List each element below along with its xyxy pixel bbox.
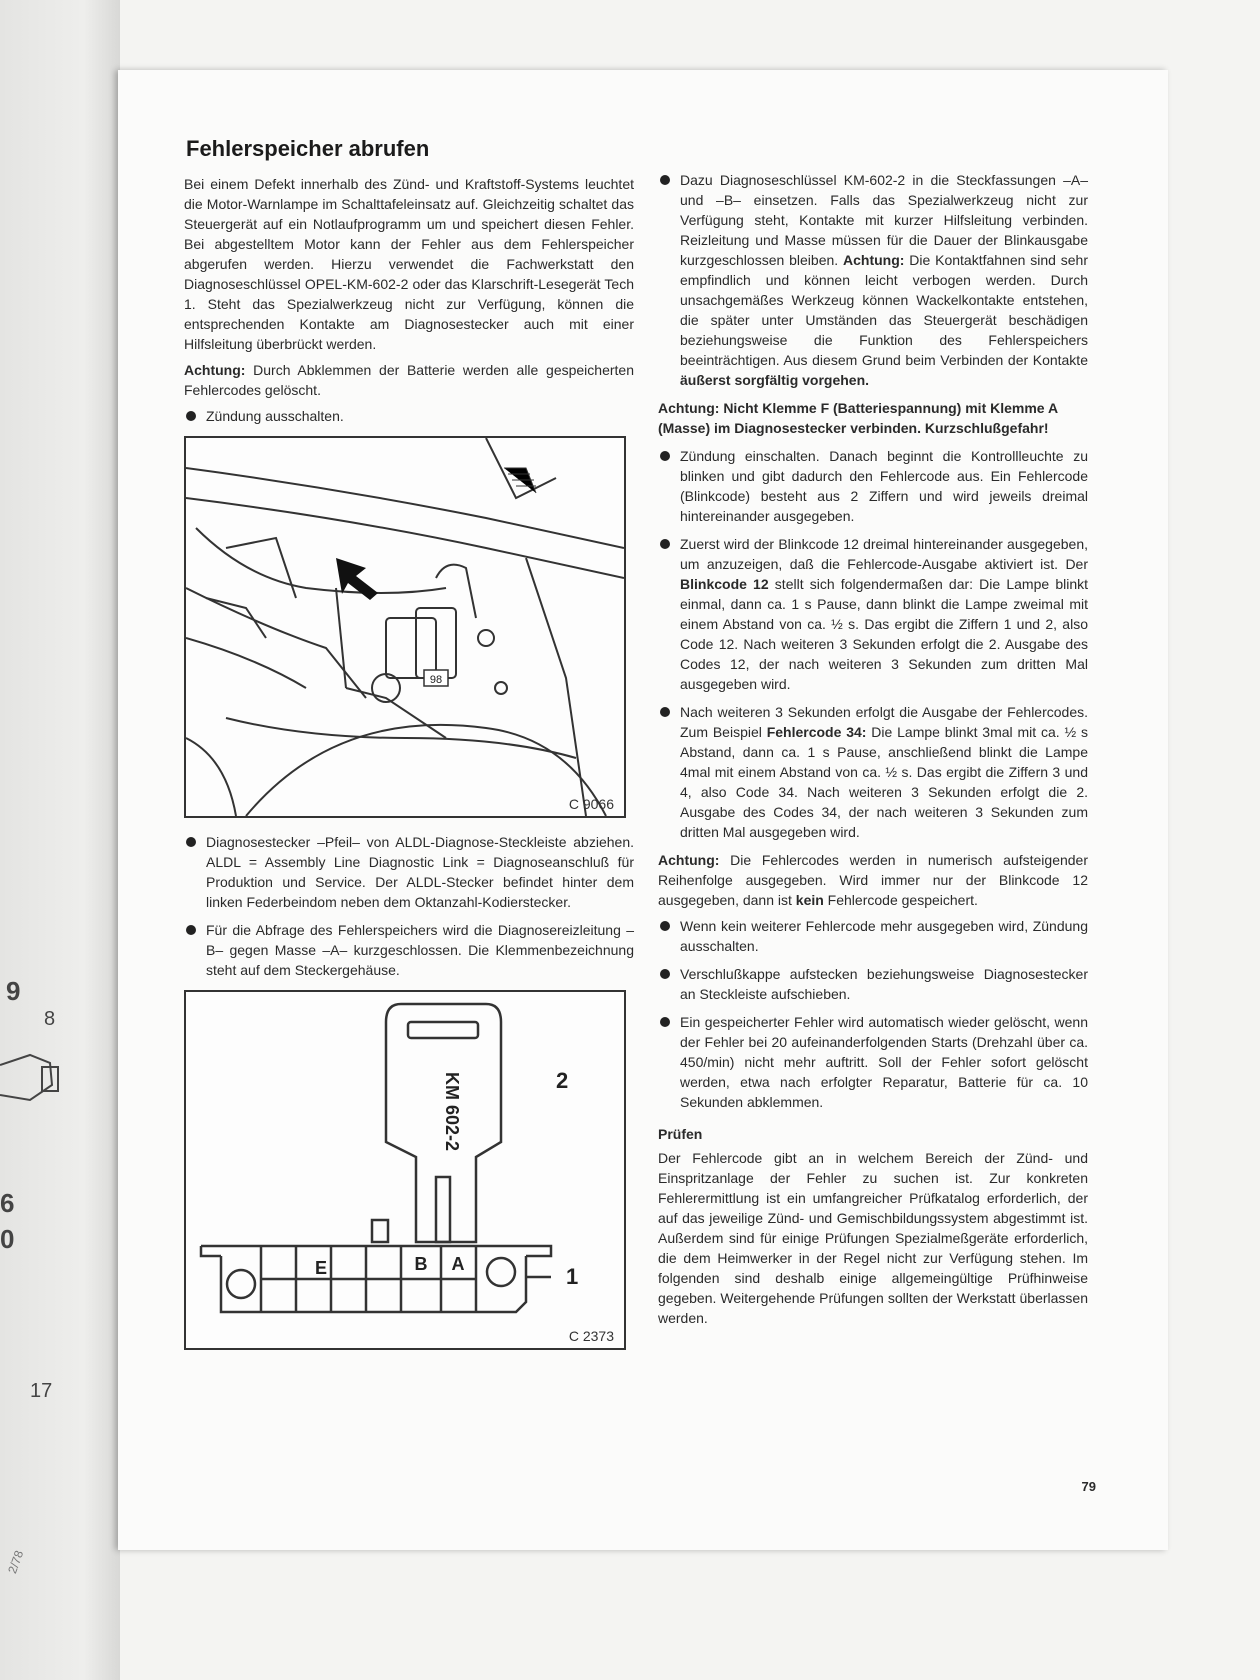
bullet-fehler-geloescht [658,1012,1088,1112]
right-column [658,170,1088,1334]
note-text: Fehlercode gespeichert. [823,892,978,908]
prev-page-part-drawing [0,1045,70,1125]
pin-a-label: A [451,1254,465,1274]
intro-paragraph: Bei einem Defekt innerhalb des Zünd- und Kraftstoff-Systems leuchtet die Motor-Warnlampe im Schalttafeleinsatz auf. Gleichzeitig schaltet das Steuergerät auf ein Notlaufprogramm um und speichert diesen Fehler. Bei abgestelltem Motor kann der Fehler aus dem Fehlerspeicher abgerufen werden. Hierzu verwendet die Fachwerkstatt den Diagnoseschlüssel OPEL-KM-602-2 oder das Klarschrift-Lesegerät Tech 1. Steht das Spezialwerkzeug nicht zur Verfügung, können die entsprechenden Kontakte am Diagnosestecker auch mit einer Hilfsleitung überbrückt werden. [184,176,634,352]
warning-kurzschluss: Achtung: Nicht Klemme F (Batteriespannung) mit Klemme A (Masse) im Diagnosestecker verbinden. Kurzschlußgefahr! [658,400,1058,436]
achtung-label: Achtung: [843,252,905,268]
section-heading-pruefen: Prüfen [658,1126,703,1142]
bullet-text: Die Kontaktfahnen sind sehr empfindlich und können leicht verbogen werden. Durch unsachgemäßes Werkzeug können Wackelkontakte entstehen, die später unter Umständen das Steuergerät beschädigen beziehungsweise die Funktion des Fehlerspeichers beeinträchtigen. Aus diesem Grund beim Verbinden der Kontakte [680,252,1088,368]
bullet-text: Zündung einschalten. Danach beginnt die Kontrollleuchte zu blinken und gibt dadurch den Fehlercode aus. Ein Fehlercode (Blinkcode) besteht aus 2 Ziffern und wird jeweils dreimal hintereinander ausgegeben. [680,448,1088,524]
book-page [118,70,1168,1550]
page-heading: Fehlerspeicher abrufen [186,136,430,161]
bullet-text: Die Lampe blinkt 3mal mit ca. ½ s Abstand, dann ca. 1 s Pause, anschließend blinkt die Lampe 4mal mit einem Abstand von ca. ½ s. Das ergibt die Ziffern 3 und 4, also Code 34. Nach weiteren 3 Sekunden erfolgt die 2. Ausgabe des Codes 34, der nach weiteren 3 Sekunden zum dritten Mal ausgegeben wird. [680,724,1088,840]
key-text: KM 602-2 [442,1072,462,1152]
pin-e-label: E [314,1258,328,1278]
bullet-dot [186,411,196,421]
bullet-text: Ein gespeicherter Fehler wird automatisch wieder gelöscht, wenn der Fehler bei 20 aufeinanderfolgenden Starts (Drehzahl über ca. 450/min) nicht mehr auftritt. Soll der Fehler sofort gelöscht werden, etwa nach erfolgter Reparatur, Batterie für ca. 10 Sekunden abklemmen. [680,1014,1088,1110]
prev-page-number: 9 [6,976,21,1006]
figure-diagnostic-key [184,990,626,1350]
bullet-dot [186,837,196,847]
prev-page-number: 8 [44,1008,56,1030]
diagnostic-key-illustration [186,992,624,1348]
figure2-label-1: 1 [566,1264,579,1289]
bullet-text: Nach weiteren 3 Sekunden erfolgt die Ausgabe der Fehlercodes. Zum Beispiel [680,704,1088,740]
achtung-battery-note [184,360,634,400]
achtung-label: Achtung: [184,362,246,378]
bold-phrase: kein [795,892,824,908]
bullet-dot [660,969,670,979]
bullet-zuendung-ein [658,446,1088,526]
bold-phrase: äußerst sorgfältig vorgehen. [680,372,870,388]
bullet-text: Für die Abfrage des Fehlerspeichers wird die Diagnosereizleitung –B– gegen Masse –A– kurzgeschlossen. Die Klemmenbezeichnung steht auf dem Steckergehäuse. [206,922,634,978]
page-number: 79 [1081,1479,1096,1494]
bullet-zuendung-aus [184,406,634,426]
note-text: Die Fehlercodes werden in numerisch aufsteigender Reihenfolge ausgegeben. Wird immer nur der Blinkcode 12 ausgegeben, dann ist [658,852,1088,908]
engine-bay-illustration [186,438,624,816]
bullet-text: stellt sich folgendermaßen dar: Die Lampe blinkt einmal, dann ca. 1 s Pause, dann blinkt die Lampe zweimal mit einem Abstand von ca. ½ s. Das ergibt die Ziffern 1 und 2, also Code 12. Nach weiteren 3 Sekunden erfolgt die 2. Ausgabe des Codes 12, der nach weiteren 3 Sekunden zum dritten Mal ausgegeben wird. [680,576,1088,692]
figure2-caption: C 2373 [568,1328,614,1344]
bullet-text: Diagnosestecker –Pfeil– von ALDL-Diagnose-Steckleiste abziehen. ALDL = Assembly Line Diagnostic Link = Diagnoseanschluß für Produktion und Service. Der ALDL-Stecker befindet hinter dem linken Federbeindom neben dem Oktanzahl-Kodierstecker. [206,834,634,910]
bullet-dot [186,925,196,935]
bullet-dot [660,451,670,461]
prev-page-number: 6 [0,1188,15,1218]
bullet-text: Dazu Diagnoseschlüssel KM-602-2 in die Steckfassungen –A– und –B– einsetzen. Falls das Spezialwerkzeug nicht zur Verfügung steht, Kontakte mit kurzer Hilfsleitung verbinden. Reizleitung und Masse müssen für die Dauer der Blinkausgabe kurzgeschlossen bleiben. [680,172,1088,268]
pruefen-paragraph: Der Fehlercode gibt an in welchem Bereich der Zünd- und Einspritzanlage der Fehler zu suchen ist. Zur konkreten Fehlerermittlung ist ein umfangreicher Prüfkatalog erforderlich, der auf das jeweilige Zünd- und Gemischbildungssystem abgestimmt ist. Außerdem sind für einige Prüfungen Spezialmeßgeräte erforderlich, die dem Heimwerker in der Regel nicht zur Verfügung stehen. Im folgenden sind deshalb einige allgemeingültige Prüfhinweise gegeben. Weitergehende Prüfungen sollten der Werkstatt überlassen werden. [658,1150,1088,1326]
bold-phrase: Fehlercode 34: [766,724,867,740]
bullet-dot [660,539,670,549]
bold-phrase: Blinkcode 12 [680,576,769,592]
pin-b-label: B [414,1254,428,1274]
bullet-verschlusskappe [658,964,1088,1004]
figure1-marker: 98 [429,674,443,686]
bullet-text: Zündung ausschalten. [206,408,344,424]
bullet-text: Verschlußkappe aufstecken beziehungsweise Diagnosestecker an Steckleiste aufschieben. [680,966,1088,1002]
bullet-abfrage [184,920,634,980]
bullet-blinkcode-12 [658,534,1088,694]
bullet-text: Wenn kein weiterer Fehlercode mehr ausgegeben wird, Zündung ausschalten. [680,918,1088,954]
bullet-diagnosestecker [184,832,634,912]
prev-page-number: 0 [0,1224,15,1254]
prev-page-number: 17 [30,1380,53,1402]
figure2-label-2: 2 [556,1068,569,1093]
bullet-dot [660,175,670,185]
bullet-fehlercode-34 [658,702,1088,842]
bullet-dot [660,707,670,717]
achtung-text: Durch Abklemmen der Batterie werden alle gespeicherten Fehlercodes gelöscht. [184,362,634,398]
figure1-caption: C 9066 [568,796,614,812]
prev-page-footer: 2/78 [5,1548,27,1576]
bullet-diagnoseschluessel [658,170,1088,390]
bullet-text: Zuerst wird der Blinkcode 12 dreimal hintereinander ausgegeben, um anzuzeigen, daß die Fehlercode-Ausgabe aktiviert ist. Der [680,536,1088,572]
bullet-dot [660,1017,670,1027]
bullet-dot [660,921,670,931]
left-column [184,136,634,1364]
bullet-kein-weiterer [658,916,1088,956]
previous-page-edge [0,0,120,1680]
achtung-label: Achtung: [658,852,720,868]
achtung-reihenfolge-note [658,850,1088,910]
figure-engine-bay [184,436,626,818]
